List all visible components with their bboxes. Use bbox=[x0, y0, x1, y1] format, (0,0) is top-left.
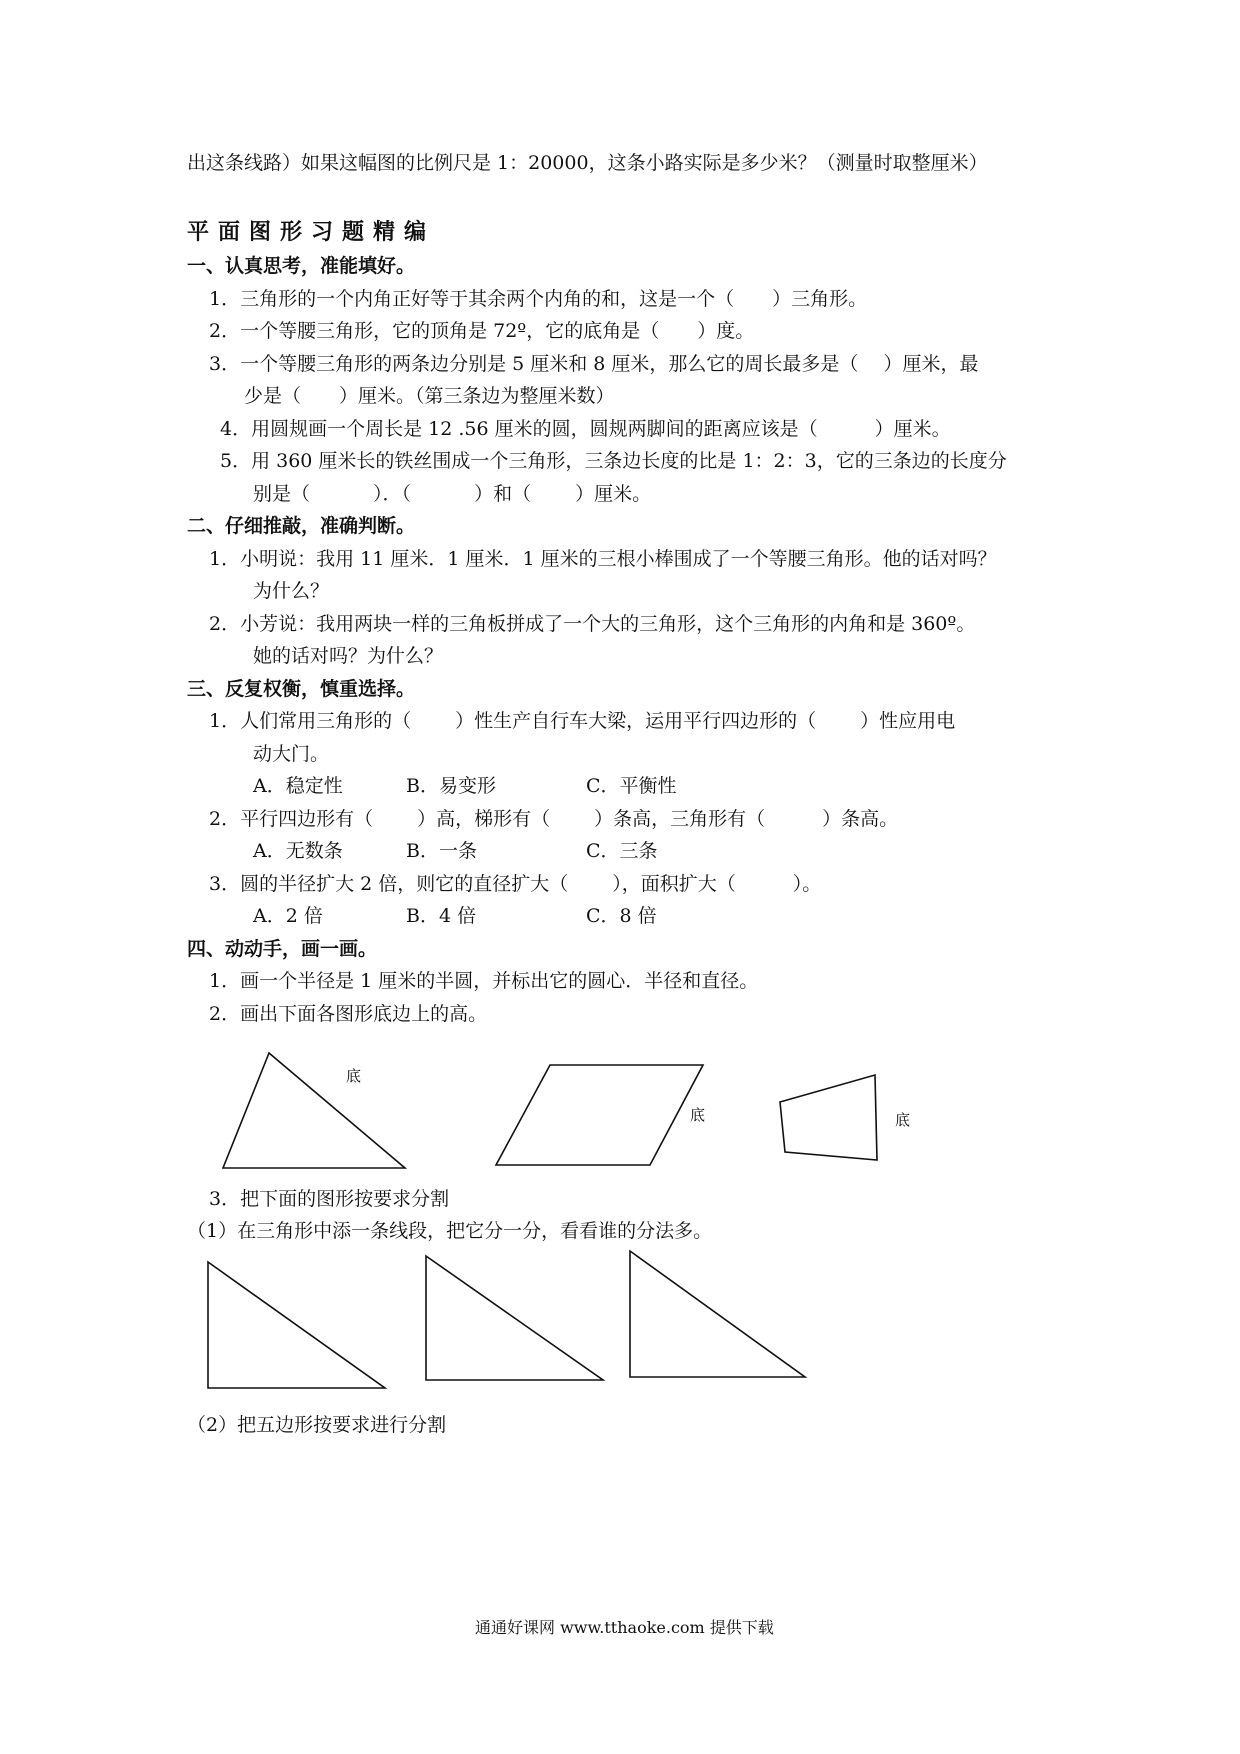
section1-q3-line2: 少是（ ）厘米。（第三条边为整厘米数） bbox=[244, 385, 615, 407]
section3-q3-option-a: A．2 倍 bbox=[253, 905, 323, 927]
parallelogram-figure bbox=[496, 1065, 706, 1165]
triangle-base-label: 底 bbox=[346, 1067, 362, 1085]
section2-q1-line1: 1．小明说：我用 11 厘米．1 厘米．1 厘米的三根小棒围成了一个等腰三角形。他的话对吗？ bbox=[209, 548, 997, 570]
section4-q2: 2．画出下面各图形底边上的高。 bbox=[209, 1003, 488, 1025]
split-triangle-1 bbox=[208, 1262, 385, 1388]
trapezoid-figure bbox=[780, 1075, 877, 1160]
section1-q5-line1: 5．用 360 厘米长的铁丝围成一个三角形，三条边长度的比是 1：2：3，它的三条边的长度分 bbox=[220, 450, 1007, 472]
section1-q2: 2．一个等腰三角形，它的顶角是 72º，它的底角是（ ）度。 bbox=[209, 320, 755, 342]
section3-q3: 3．圆的半径扩大 2 倍，则它的直径扩大（ ），面积扩大（ ）。 bbox=[209, 873, 822, 895]
section3-q2-option-b: B．一条 bbox=[406, 840, 477, 862]
section3-q1-option-b: B．易变形 bbox=[406, 775, 496, 797]
section3-q2-option-c: C．三条 bbox=[586, 840, 658, 862]
section4-q3-sub1: （1）在三角形中添一条线段，把它分一分，看看谁的分法多。 bbox=[187, 1220, 713, 1242]
intro-line: 出这条线路）如果这幅图的比例尺是 1：20000，这条小路实际是多少米？（测量时取整厘米） bbox=[187, 152, 988, 174]
trapezoid-base-label: 底 bbox=[895, 1111, 911, 1129]
section1-heading: 一、认真思考，准能填好。 bbox=[187, 255, 416, 277]
section4-q3: 3．把下面的图形按要求分割 bbox=[209, 1188, 450, 1210]
section1-q5-line2: 别是（ ）．（ ）和（ ）厘米。 bbox=[253, 483, 652, 505]
parallelogram-base-label: 底 bbox=[690, 1106, 706, 1124]
page-title: 平面图形习题精编 bbox=[187, 220, 436, 245]
section3-q1-option-c: C．平衡性 bbox=[586, 775, 677, 797]
section4-heading: 四、动动手，画一画。 bbox=[187, 938, 378, 960]
split-triangle-3 bbox=[630, 1251, 805, 1377]
section4-q3-sub2: （2）把五边形按要求进行分割 bbox=[187, 1414, 447, 1436]
section2-heading: 二、仔细推敲，准确判断。 bbox=[187, 515, 416, 537]
split-triangle-2 bbox=[426, 1256, 603, 1380]
section3-q3-option-b: B．4 倍 bbox=[406, 905, 477, 927]
triangle-figure bbox=[223, 1053, 405, 1168]
section3-q2: 2．平行四边形有（ ）高，梯形有（ ）条高，三角形有（ ）条高。 bbox=[209, 808, 899, 830]
section1-q3-line1: 3．一个等腰三角形的两条边分别是 5 厘米和 8 厘米，那么它的周长最多是（ ）厘米，最 bbox=[209, 353, 979, 375]
section3-q1-line1: 1．人们常用三角形的（ ）性生产自行车大梁，运用平行四边形的（ ）性应用电 bbox=[209, 710, 956, 732]
section2-q1-line2: 为什么？ bbox=[253, 580, 330, 602]
section3-q3-option-c: C．8 倍 bbox=[586, 905, 657, 927]
section1-q1: 1．三角形的一个内角正好等于其余两个内角的和，这是一个（ ）三角形。 bbox=[209, 288, 868, 310]
section1-q4: 4．用圆规画一个周长是 12 .56 厘米的圆，圆规两脚间的距离应该是（ ）厘米。 bbox=[220, 418, 951, 440]
section3-heading: 三、反复权衡，慎重选择。 bbox=[187, 678, 416, 700]
section3-q1-option-a: A．稳定性 bbox=[253, 775, 343, 797]
section2-q2-line2: 她的话对吗？为什么？ bbox=[253, 645, 444, 667]
page-footer: 通通好课网 www.tthaoke.com 提供下载 bbox=[475, 1618, 774, 1637]
section2-q2-line1: 2．小芳说：我用两块一样的三角板拼成了一个大的三角形，这个三角形的内角和是 360º。 bbox=[209, 613, 976, 635]
section4-q1: 1．画一个半径是 1 厘米的半圆，并标出它的圆心．半径和直径。 bbox=[209, 970, 759, 992]
section3-q1-line2: 动大门。 bbox=[253, 743, 330, 765]
section3-q2-option-a: A．无数条 bbox=[253, 840, 343, 862]
